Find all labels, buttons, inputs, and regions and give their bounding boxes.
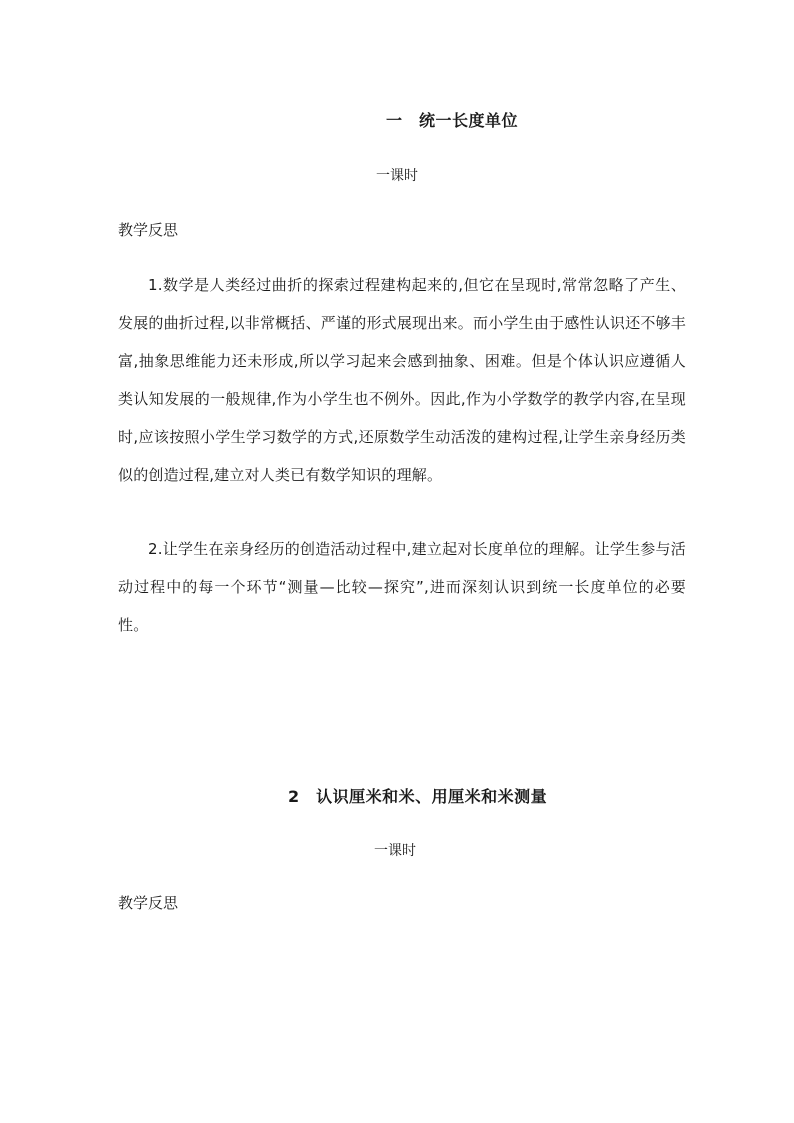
reflection-paragraph-1: 1.数学是人类经过曲折的探索过程建构起来的,但它在呈现时,常常忽略了产生、发展的曲折过程,以非常概括、严谨的形式展现出来。而小学生由于感性认识还不够丰富,抽象思维能力还未形成,所以学习起来会感到抽象、困难。但是个体认识应遵循人类认知发展的一般规律,作为小学生也不例外。因此,作为小学数学的教学内容,在呈现时,应该按照小学生学习数学的方式,还原数学生动活泼的建构过程,让学生亲身经历类似的创造过程,建立对人类已有数学知识的理解。 [118,276,686,484]
section-1-heading: 教学反思 [118,221,179,239]
section-1-title: 一 统一长度单位 [386,111,519,130]
section-2-lesson-label: 一课时 [374,843,416,859]
section-1-lesson-label: 一课时 [376,168,418,184]
section-2-title: 2 认识厘米和米、用厘米和米测量 [288,787,548,806]
reflection-paragraph-2: 2.让学生在亲身经历的创造活动过程中,建立起对长度单位的理解。让学生参与活动过程中的每一个环节“测量—比较—探究”,进而深刻认识到统一长度单位的必要性。 [118,540,686,634]
section-2-heading: 教学反思 [118,894,179,912]
